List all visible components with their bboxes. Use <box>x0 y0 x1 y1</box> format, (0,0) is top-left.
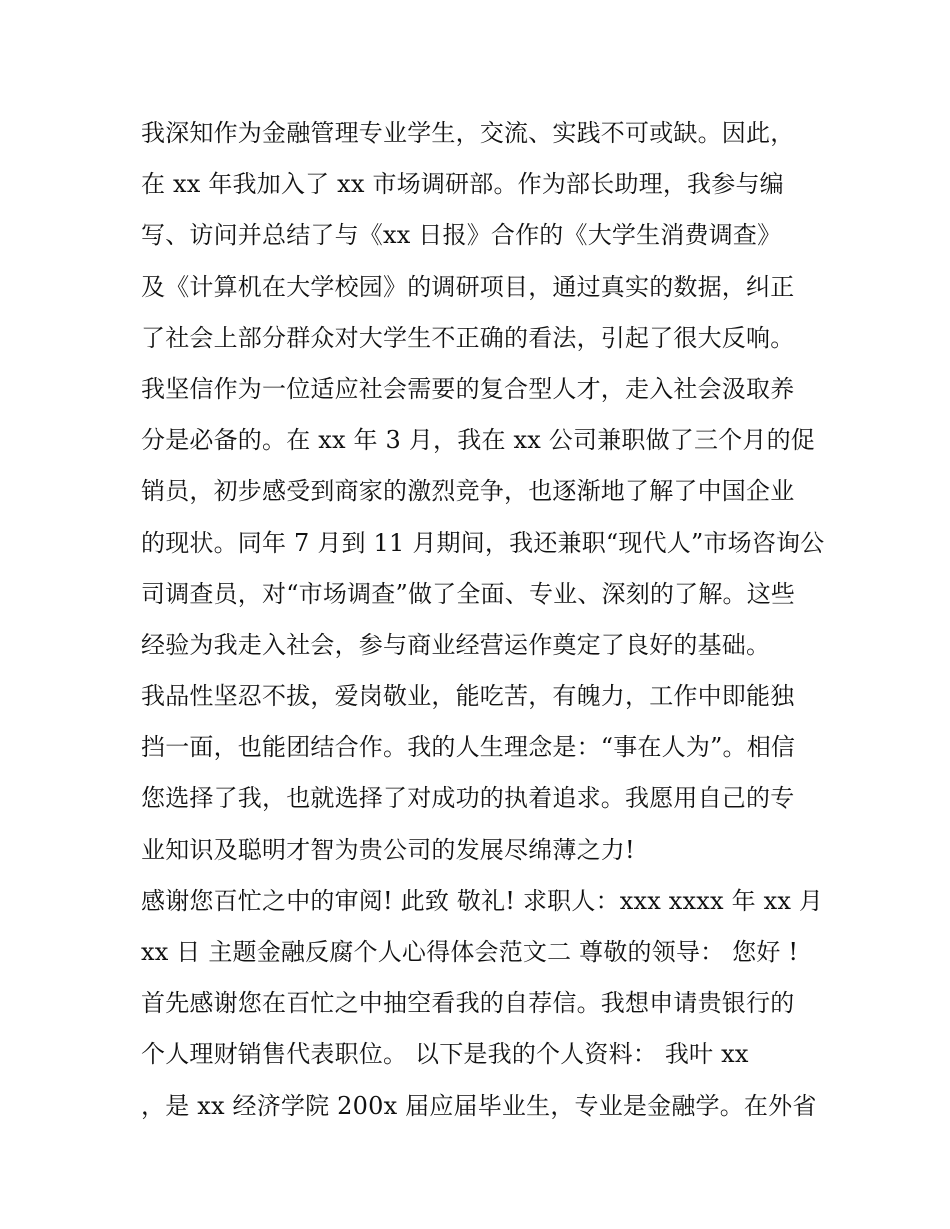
text-line: 您选择了我，也就选择了对成功的执着追求。我愿用自己的专 <box>141 784 795 813</box>
document-body <box>141 108 841 1132</box>
text-line: 个人理财销售代表职位。 以下是我的个人资料： 我叶 xx <box>141 1040 749 1069</box>
text-line: 在 xx 年我加入了 xx 市场调研部。作为部长助理，我参与编 <box>141 170 784 199</box>
text-line: 写、访问并总结了与《xx 日报》合作的《大学生消费调查》 <box>141 221 782 250</box>
text-line: 首先感谢您在百忙之中抽空看我的自荐信。我想申请贵银行的 <box>141 989 795 1018</box>
text-line: 经验为我走入社会，参与商业经营运作奠定了良好的基础。 <box>141 630 771 659</box>
text-line: 的现状。同年 7 月到 11 月期间，我还兼职“现代人”市场咨询公 <box>141 528 825 557</box>
text-line: 分是必备的。在 xx 年 3 月，我在 xx 公司兼职做了三个月的促 <box>141 426 815 455</box>
text-line: 司调查员，对“市场调查”做了全面、专业、深刻的了解。这些 <box>141 579 796 608</box>
text-line: 我品性坚忍不拔，爱岗敬业，能吃苦，有魄力，工作中即能独 <box>141 682 795 711</box>
text-line: ，是 xx 经济学院 200x 届应届毕业生，专业是金融学。在外省 <box>141 1091 817 1120</box>
text-line: 业知识及聪明才智为贵公司的发展尽绵薄之力! <box>141 835 635 864</box>
text-line: xx 日 主题金融反腐个人心得体会范文二 尊敬的领导： 您好 ! <box>141 938 799 966</box>
text-line: 销员，初步感受到商家的激烈竞争，也逐渐地了解了中国企业 <box>141 477 795 506</box>
text-line: 了社会上部分群众对大学生不正确的看法，引起了很大反响。 <box>141 323 795 352</box>
text-line: 感谢您百忙之中的审阅! 此致 敬礼! 求职人：xxx xxxx 年 xx 月 <box>141 886 824 915</box>
text-line: 我坚信作为一位适应社会需要的复合型人才，走入社会汲取养 <box>141 374 795 403</box>
text-line: 及《计算机在大学校园》的调研项目，通过真实的数据，纠正 <box>141 272 795 301</box>
text-line: 我深知作为金融管理专业学生，交流、实践不可或缺。因此， <box>141 119 795 147</box>
text-line: 挡一面，也能团结合作。我的人生理念是：“事在人为”。相信 <box>141 733 796 762</box>
